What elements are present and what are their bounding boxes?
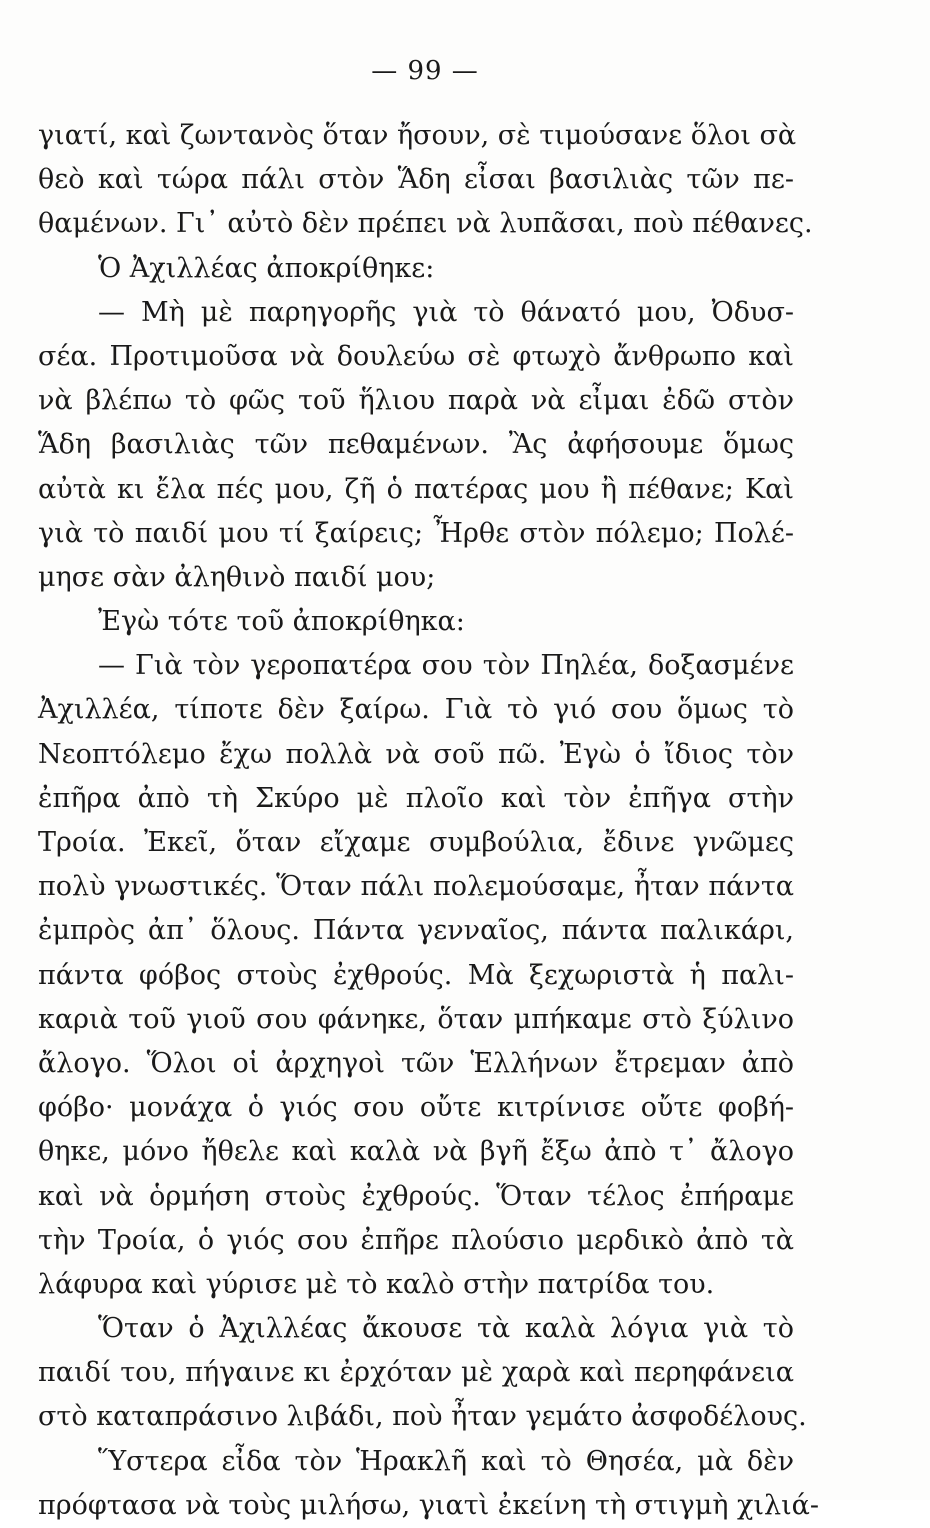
text-line: ἄλογο. Ὅλοι οἱ ἀρχηγοὶ τῶν Ἑλλήνων ἔτρεμαν ἀπὸ <box>38 1047 794 1079</box>
text-line: στὸ καταπράσινο λιβάδι, ποὺ ἦταν γεμάτο ἀσφοδέλους. <box>38 1401 807 1433</box>
text-line: αὐτὰ κι ἔλα πές μου, ζῆ ὁ πατέρας μου ἢ πέθανε; Καὶ <box>38 473 794 505</box>
text-line: Ἅδη βασιλιὰς τῶν πεθαμένων. Ἂς ἀφήσουμε ὅμως <box>38 429 794 461</box>
text-line: τὴν Τροία, ὁ γιός σου ἐπῆρε πλούσιο μερδικὸ ἀπὸ τὰ <box>38 1224 794 1256</box>
text-line: ἐμπρὸς ἀπ᾽ ὅλους. Πάντα γενναῖος, πάντα παλικάρι, <box>38 915 794 947</box>
text-line: θεὸ καὶ τώρα πάλι στὸν Ἅδη εἶσαι βασιλιὰς τῶν πε- <box>38 164 794 196</box>
text-line: πρόφτασα νὰ τοὺς μιλήσω, γιατὶ ἐκείνη τὴ στιγμὴ χιλιά- <box>38 1489 820 1521</box>
text-line: παιδί του, πήγαινε κι ἐρχόταν μὲ χαρὰ καὶ περηφάνεια <box>38 1357 794 1389</box>
text-line: πάντα φόβος στοὺς ἐχθρούς. Μὰ ξεχωριστὰ ἡ παλι- <box>38 959 794 991</box>
page-number: — 99 — <box>371 56 479 86</box>
text-line: σέα. Προτιμοῦσα νὰ δουλεύω σὲ φτωχὸ ἄνθρωπο καὶ <box>38 340 794 372</box>
text-line: Τροία. Ἐκεῖ, ὅταν εἴχαμε συμβούλια, ἔδινε γνῶμες <box>38 827 794 858</box>
text-line: νὰ βλέπω τὸ φῶς τοῦ ἥλιου παρὰ νὰ εἶμαι ἐδῶ στὸν <box>38 385 794 417</box>
text-line: — Μὴ μὲ παρηγορῆς γιὰ τὸ θάνατό μου, Ὀδυσ- <box>98 296 794 328</box>
body-text <box>38 114 820 1528</box>
text-line: λάφυρα καὶ γύρισε μὲ τὸ καλὸ στὴν πατρίδα του. <box>38 1268 715 1300</box>
text-line: πολὺ γνωστικές. Ὅταν πάλι πολεμούσαμε, ἦταν πάντα <box>38 871 794 903</box>
text-line: γιατί, καὶ ζωντανὸς ὅταν ἤσουν, σὲ τιμούσανε ὅλοι σὰ <box>38 120 797 151</box>
text-line: ἐπῆρα ἀπὸ τὴ Σκύρο μὲ πλοῖο καὶ τὸν ἐπῆγα στὴν <box>38 782 794 814</box>
text-line: καριὰ τοῦ γιοῦ σου φάνηκε, ὅταν μπήκαμε στὸ ξύλινο <box>38 1003 794 1035</box>
text-line: Ὕστερα εἶδα τὸν Ἡρακλῆ καὶ τὸ Θησέα, μὰ δὲν <box>98 1445 794 1477</box>
text-line: γιὰ τὸ παιδί μου τί ξαίρεις; Ἦρθε στὸν πόλεμο; Πολέ- <box>38 517 794 549</box>
text-line: Νεοπτόλεμο ἔχω πολλὰ νὰ σοῦ πῶ. Ἐγὼ ὁ ἴδιος τὸν <box>38 738 794 770</box>
text-line: — Γιὰ τὸν γεροπατέρα σου τὸν Πηλέα, δοξασμένε <box>98 650 794 682</box>
text-line: καὶ νὰ ὁρμήση στοὺς ἐχθρούς. Ὅταν τέλος ἐπήραμε <box>38 1180 794 1212</box>
text-line: μησε σὰν ἀληθινὸ παιδί μου; <box>38 561 436 593</box>
text-line: Ἀχιλλέα, τίποτε δὲν ξαίρω. Γιὰ τὸ γιό σου ὅμως τὸ <box>38 694 794 726</box>
text-line: θηκε, μόνο ἤθελε καὶ καλὰ νὰ βγῆ ἔξω ἀπὸ τ᾽ ἄλογο <box>38 1136 794 1168</box>
text-line: θαμένων. Γι᾽ αὐτὸ δὲν πρέπει νὰ λυπᾶσαι, ποὺ πέθανες. <box>38 208 813 240</box>
text-line: φόβο· μονάχα ὁ γιός σου οὔτε κιτρίνισε οὔτε φοβή- <box>38 1092 794 1124</box>
text-line: Ὁ Ἀχιλλέας ἀποκρίθηκε: <box>98 252 435 284</box>
text-line: Ἐγὼ τότε τοῦ ἀποκρίθηκα: <box>98 606 465 638</box>
text-line: Ὅταν ὁ Ἀχιλλέας ἄκουσε τὰ καλὰ λόγια γιὰ τὸ <box>98 1313 794 1345</box>
